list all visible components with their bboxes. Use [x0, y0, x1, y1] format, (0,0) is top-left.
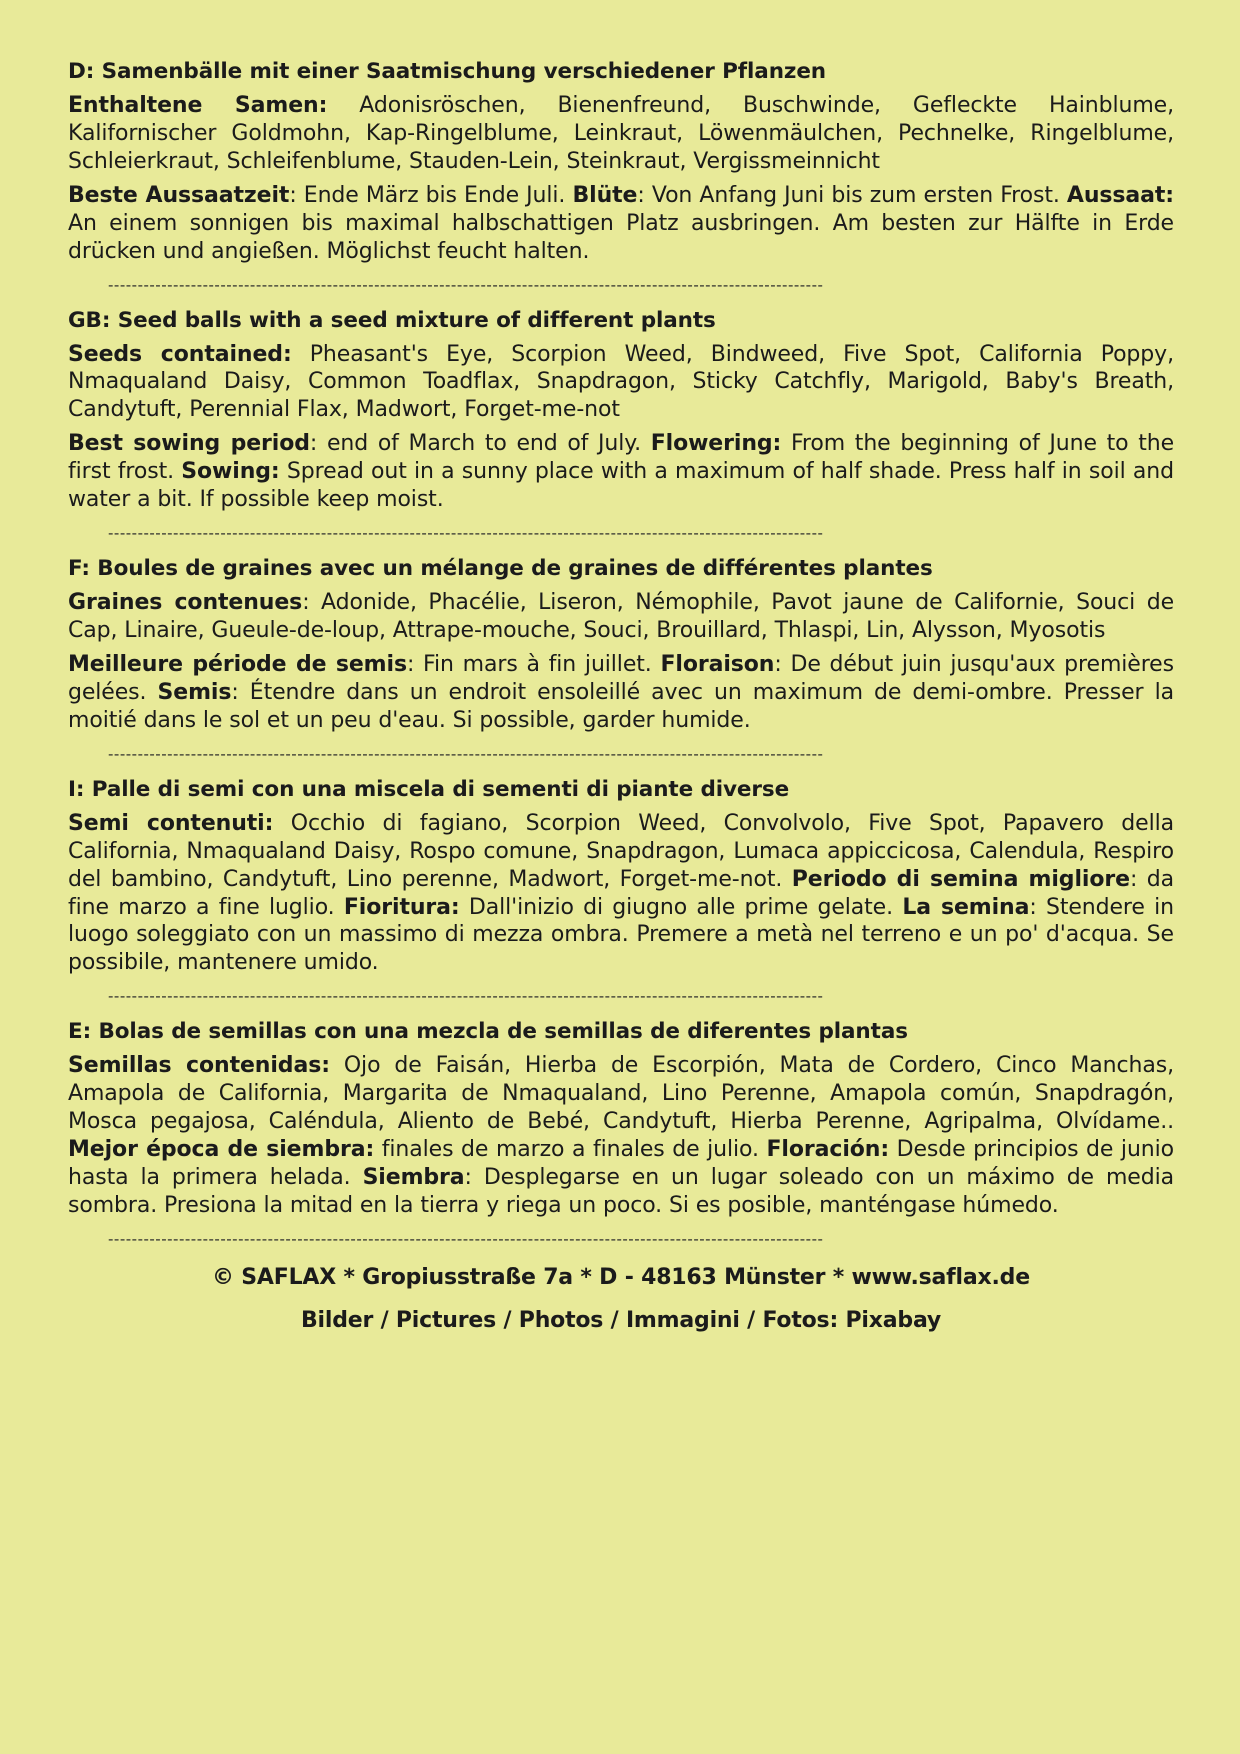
text-french-sowing-2: : De début juin jusqu'aux premières gelées.	[68, 651, 1174, 705]
section-english	[68, 307, 1174, 515]
label-best-sowing-period: Best sowing period	[68, 431, 310, 457]
section-italian	[68, 776, 1174, 978]
section-spanish	[68, 1018, 1174, 1220]
divider-2: -------------------------------------------------------------------------------------------------------------------------	[108, 526, 824, 542]
section-french	[68, 555, 1174, 735]
label-seeds-contained: Seeds contained:	[68, 341, 292, 367]
section-heading-french: F: Boules de graines avec un mélange de graines de différentes plantes	[68, 556, 933, 582]
text-spanish-1: Ojo de Faisán, Hierba de Escorpión, Mata de Cordero, Cinco Manchas, Amapola de California, Margarita de Nmaqualand, Lino Perenne, Amapola común, Snapdragón, Mosca pegajosa, Caléndula, Aliento de Bebé, Candytuft, Hierba Perenne, Agripalma, Olvídame..	[68, 1053, 1174, 1135]
label-semis: Semis	[157, 679, 232, 705]
divider-1: -------------------------------------------------------------------------------------------------------------------------	[108, 277, 824, 293]
paragraph-english-sowing	[68, 430, 1174, 514]
text-spanish-4: : Desplegarse en un lugar soleado con un máximo de media sombra. Presiona la mitad en la tierra y riega un poco. Si es posible, manténgase húmedo.	[68, 1165, 1174, 1218]
text-french-seeds: : Adonide, Phacélie, Liseron, Némophile, Pavot jaune de Californie, Souci de Cap, Linaire, Gueule-de-loup, Attrape-mouche, Souci, Brouillard, Thlaspi, Lin, Alysson, Myosotis	[68, 590, 1175, 643]
label-semi-contenuti: Semi contenuti:	[68, 810, 274, 836]
section-heading-english: GB: Seed balls with a seed mixture of different plants	[68, 307, 716, 333]
label-bluete: Blüte	[572, 182, 638, 208]
paragraph-french-sowing	[68, 651, 1174, 735]
label-la-semina: La semina	[902, 894, 1030, 920]
text-german-sowing-1: : Ende März bis Ende Juli.	[289, 182, 573, 208]
footer-image-credits: Bilder / Pictures / Photos / Immagini / Fotos: Pixabay	[300, 1307, 942, 1333]
divider-5: -------------------------------------------------------------------------------------------------------------------------	[108, 1231, 824, 1247]
text-spanish-3: Desde principios de junio hasta la primera helada.	[68, 1137, 1175, 1190]
label-flowering: Flowering:	[650, 431, 782, 457]
label-semillas-contenidas: Semillas contenidas:	[68, 1053, 330, 1079]
text-italian-1: Occhio di fagiano, Scorpion Weed, Convolvolo, Five Spot, Papavero della California, Nmaqualand Daisy, Rospo comune, Snapdragon, Lumaca appiccicosa, Calendula, Respiro del bambino, Candytuft, Lino perenne, Madwort, Forget-me-not.	[68, 810, 1174, 892]
label-fioritura: Fioritura:	[343, 894, 460, 920]
paragraph-italian	[68, 810, 1174, 978]
label-sowing: Sowing:	[181, 459, 280, 485]
paragraph-german-seeds	[68, 92, 1174, 176]
section-heading-italian: I: Palle di semi con una miscela di sementi di piante diverse	[68, 776, 790, 802]
divider-3: -------------------------------------------------------------------------------------------------------------------------	[108, 746, 824, 762]
label-siembra: Siembra	[362, 1165, 465, 1190]
section-heading-german: D: Samenbälle mit einer Saatmischung verschiedener Pflanzen	[68, 59, 827, 84]
text-italian-3: Dall'inizio di giugno alle prime gelate.	[459, 894, 903, 920]
paragraph-spanish	[68, 1052, 1174, 1220]
paragraph-french-seeds	[68, 589, 1174, 645]
label-enthaltene-samen: Enthaltene Samen:	[68, 92, 328, 118]
text-english-sowing-2: From the beginning of June to the first frost.	[68, 431, 1175, 485]
label-aussaat: Aussaat:	[1066, 182, 1174, 208]
label-graines-contenues: Graines contenues	[68, 590, 303, 616]
section-heading-spanish: E: Bolas de semillas con una mezcla de semillas de diferentes plantas	[68, 1019, 908, 1045]
text-spanish-2: finales de marzo a finales de julio.	[374, 1137, 767, 1163]
text-english-sowing-3: Spread out in a sunny place with a maximum of half shade. Press half in soil and water a bit. If possible keep moist.	[68, 459, 1174, 513]
label-floracion: Floración:	[766, 1137, 890, 1163]
text-italian-2: : da fine marzo a fine luglio.	[68, 866, 1175, 920]
text-german-sowing-3: An einem sonnigen bis maximal halbschattigen Platz ausbringen. Am besten zur Hälfte in Erde drücken und angießen. Möglichst feucht halten.	[68, 210, 1174, 264]
section-german	[68, 58, 1174, 266]
footer	[68, 1261, 1174, 1337]
label-periodo-di-semina-migliore: Periodo di semina migliore	[791, 866, 1130, 892]
label-floraison: Floraison	[660, 651, 775, 677]
text-french-sowing-3: : Étendre dans un endroit ensoleillé avec un maximum de demi-ombre. Presser la moitié dans le sol et un peu d'eau. Si possible, garder humide.	[68, 679, 1174, 733]
text-german-sowing-2: : Von Anfang Juni bis zum ersten Frost.	[637, 182, 1067, 208]
label-beste-aussaatzeit: Beste Aussaatzeit	[68, 182, 290, 208]
divider-4: -------------------------------------------------------------------------------------------------------------------------	[108, 989, 824, 1005]
paragraph-german-sowing	[68, 182, 1174, 266]
text-german-seeds: Adonisröschen, Bienenfreund, Buschwinde, Gefleckte Hainblume, Kalifornischer Goldmohn, Kap-Ringelblume, Leinkraut, Löwenmäulchen, Pechnelke, Ringelblume, Schleierkraut, Schleifenblume, Stauden-Lein, Steinkraut, Vergissmeinnicht	[68, 92, 1175, 174]
footer-copyright: © SAFLAX * Gropiusstraße 7a * D - 48163 Münster * www.saflax.de	[212, 1264, 1030, 1290]
label-mejor-epoca-de-siembra: Mejor época de siembra:	[68, 1137, 375, 1163]
text-english-seeds: Pheasant's Eye, Scorpion Weed, Bindweed, Five Spot, California Poppy, Nmaqualand Daisy, Common Toadflax, Snapdragon, Sticky Catchfly, Marigold, Baby's Breath, Candytuft, Perennial Flax, Madwort, Forget-me-not	[68, 341, 1174, 423]
text-french-sowing-1: : Fin mars à fin juillet.	[406, 651, 661, 677]
text-italian-4: : Stendere in luogo soleggiato con un massimo di mezza ombra. Premere a metà nel terreno e un po' d'acqua. Se possibile, mantenere umido.	[68, 894, 1174, 976]
paragraph-english-seeds	[68, 341, 1174, 425]
text-english-sowing-1: : end of March to end of July.	[309, 431, 651, 457]
label-meilleure-periode-de-semis: Meilleure période de semis	[68, 651, 407, 677]
